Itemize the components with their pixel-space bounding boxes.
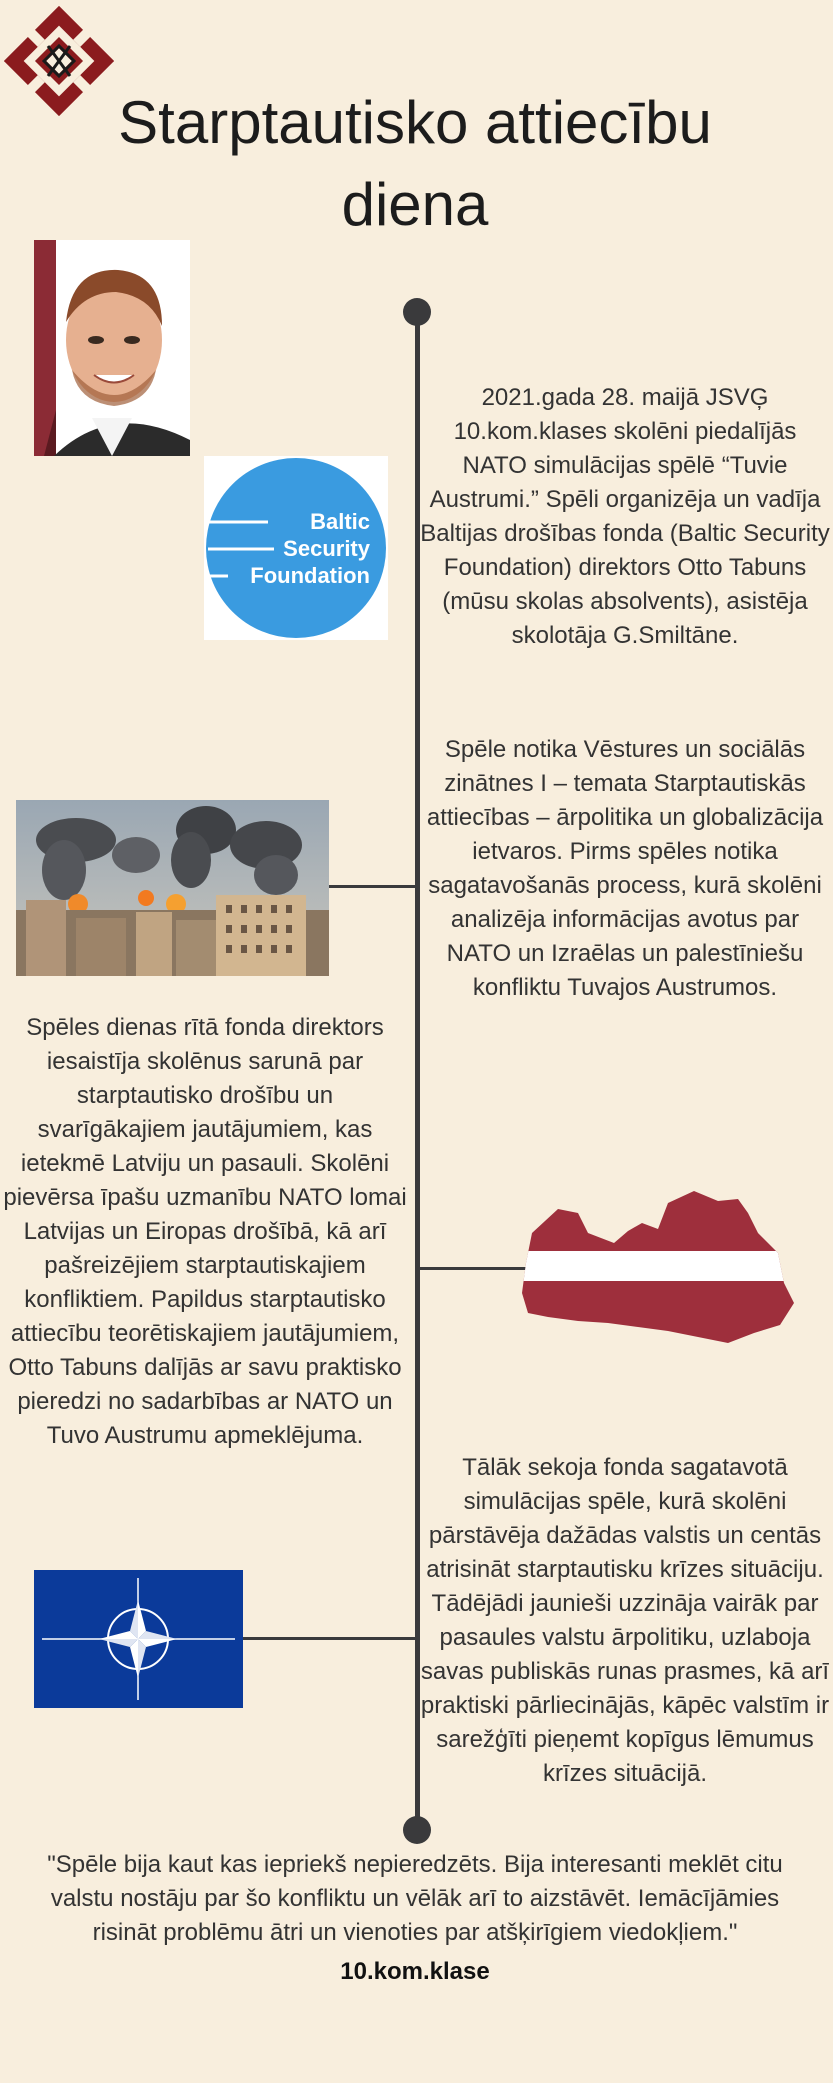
paragraph-morning: Spēles dienas rītā fonda direktors iesaistīja skolēnus sarunā par starptautisko drošību un svarīgākajiem jautājumiem, kas ietekmē Latviju un pasauli. Skolēni pievērsa īpašu uzmanību NATO lomai Latvijas un Eiropas drošībā, kā arī pašreizējiem starptautiskajiem konfliktiem. Papildus starptautisko attiecību teorētiskajiem jautājumiem, Otto Tabuns dalījās ar savu praktisko pieredzi no sadarbības ar NATO un Tuvo Austrumu apmeklējuma. bbox=[3, 1014, 407, 1449]
timeline-connector bbox=[329, 885, 417, 888]
paragraph-intro: 2021.gada 28. maijā JSVĢ 10.kom.klases skolēni piedalījās NATO simulācijas spēlē “Tuvie Austrumi.” Spēli organizēja un vadīja Baltijas drošības fonda (Baltic Security Foundation) direktors Otto Tabuns (mūsu skolas absolvents), asistēja skolotāja G.Smiltāne. bbox=[420, 384, 830, 649]
portrait-photo bbox=[34, 240, 190, 456]
paragraph-context: Spēle notika Vēstures un sociālās zinātnes I – temata Starptautiskās attiecības – ārpolitika un globalizācija ietvaros. Pirms spēles notika sagatavošanās process, kurā skolēni analizēja informācijas avotus par NATO un Izraēlas un palestīniešu konfliktu Tuvajos Austrumos. bbox=[426, 736, 824, 1001]
quote-signature: 10.kom.klase bbox=[340, 1958, 490, 1985]
nato-flag bbox=[34, 1570, 243, 1708]
paragraph-simulation: Tālāk sekoja fonda sagatavotā simulācijas spēle, kurā skolēni pārstāvēja dažādas valstis un centās atrisināt starptautisku krīzes situāciju. Tādējādi jaunieši uzzināja vairāk par pasaules valstu ārpolitiku, uzlaboja savas publiskās runas prasmes, kā arī praktiski pārliecinājās, kāpēc valstīm ir sarežģīti pieņemt kopīgus lēmumus krīzes situācijā. bbox=[420, 1454, 830, 1787]
bsf-logo bbox=[204, 456, 388, 640]
conflict-photo bbox=[16, 800, 329, 976]
bsf-logo-line2: Security bbox=[283, 536, 370, 561]
timeline-connector bbox=[418, 1267, 528, 1270]
student-quote: "Spēle bija kaut kas iepriekš nepieredzēts. Bija interesanti meklēt citu valstu nostāju par šo konfliktu un vēlāk arī to aizstāvēt. Iemācījāmies risināt problēmu ātri un vienoties par atšķirīgiem viedokļiem." bbox=[47, 1851, 783, 1946]
bsf-logo-line1: Baltic bbox=[310, 509, 370, 534]
bsf-logo-line3: Foundation bbox=[250, 563, 370, 588]
nato-compass-icon bbox=[34, 1570, 243, 1708]
timeline-end-dot bbox=[403, 1816, 431, 1844]
page-title: Starptautisko attiecību diena bbox=[118, 89, 712, 238]
timeline-connector bbox=[243, 1637, 417, 1640]
timeline-start-dot bbox=[403, 298, 431, 326]
latvia-map-icon bbox=[518, 1183, 798, 1353]
